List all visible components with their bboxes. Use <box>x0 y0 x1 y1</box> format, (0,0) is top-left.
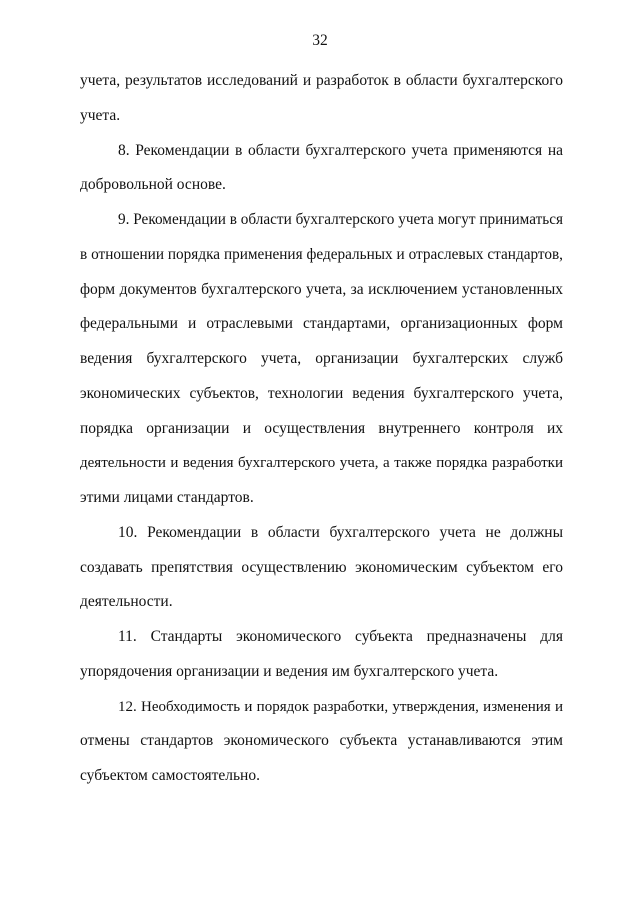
text-line: деятельности. <box>80 593 173 610</box>
text-line: учета, результатов исследований и разработок в области бухгалтерского <box>80 72 563 89</box>
text-line: этими лицами стандартов. <box>80 489 254 506</box>
text-line: ведения бухгалтерского учета, организации бухгалтерских служб <box>80 350 563 367</box>
paragraph-9-first-line: 9. Рекомендации в области бухгалтерского учета могут приниматься <box>118 211 563 228</box>
text-line: субъектом самостоятельно. <box>80 767 260 784</box>
text-line: создавать препятствия осуществлению экономическим субъектом его <box>80 559 563 576</box>
paragraph-10-first-line: 10. Рекомендации в области бухгалтерского учета не должны <box>118 524 563 541</box>
text-line: экономических субъектов, технологии ведения бухгалтерского учета, <box>80 385 563 402</box>
text-line: форм документов бухгалтерского учета, за исключением установленных <box>80 281 563 298</box>
text-line: деятельности и ведения бухгалтерского учета, а также порядка разработки <box>80 455 563 471</box>
paragraph-12-first-line: 12. Необходимость и порядок разработки, утверждения, изменения и <box>118 699 563 715</box>
text-line: федеральными и отраслевыми стандартами, организационных форм <box>80 315 563 332</box>
text-line: отмены стандартов экономического субъекта устанавливаются этим <box>80 732 563 749</box>
paragraph-8-first-line: 8. Рекомендации в области бухгалтерского учета применяются на <box>118 142 563 159</box>
page-number: 32 <box>312 32 328 49</box>
text-line: порядка организации и осуществления внутреннего контроля их <box>80 420 563 437</box>
text-line: добровольной основе. <box>80 176 226 193</box>
text-line: в отношении порядка применения федеральных и отраслевых стандартов, <box>80 246 563 263</box>
text-line: упорядочения организации и ведения им бухгалтерского учета. <box>80 663 499 680</box>
text-line: учета. <box>80 107 121 124</box>
paragraph-11-first-line: 11. Стандарты экономического субъекта предназначены для <box>118 628 563 645</box>
